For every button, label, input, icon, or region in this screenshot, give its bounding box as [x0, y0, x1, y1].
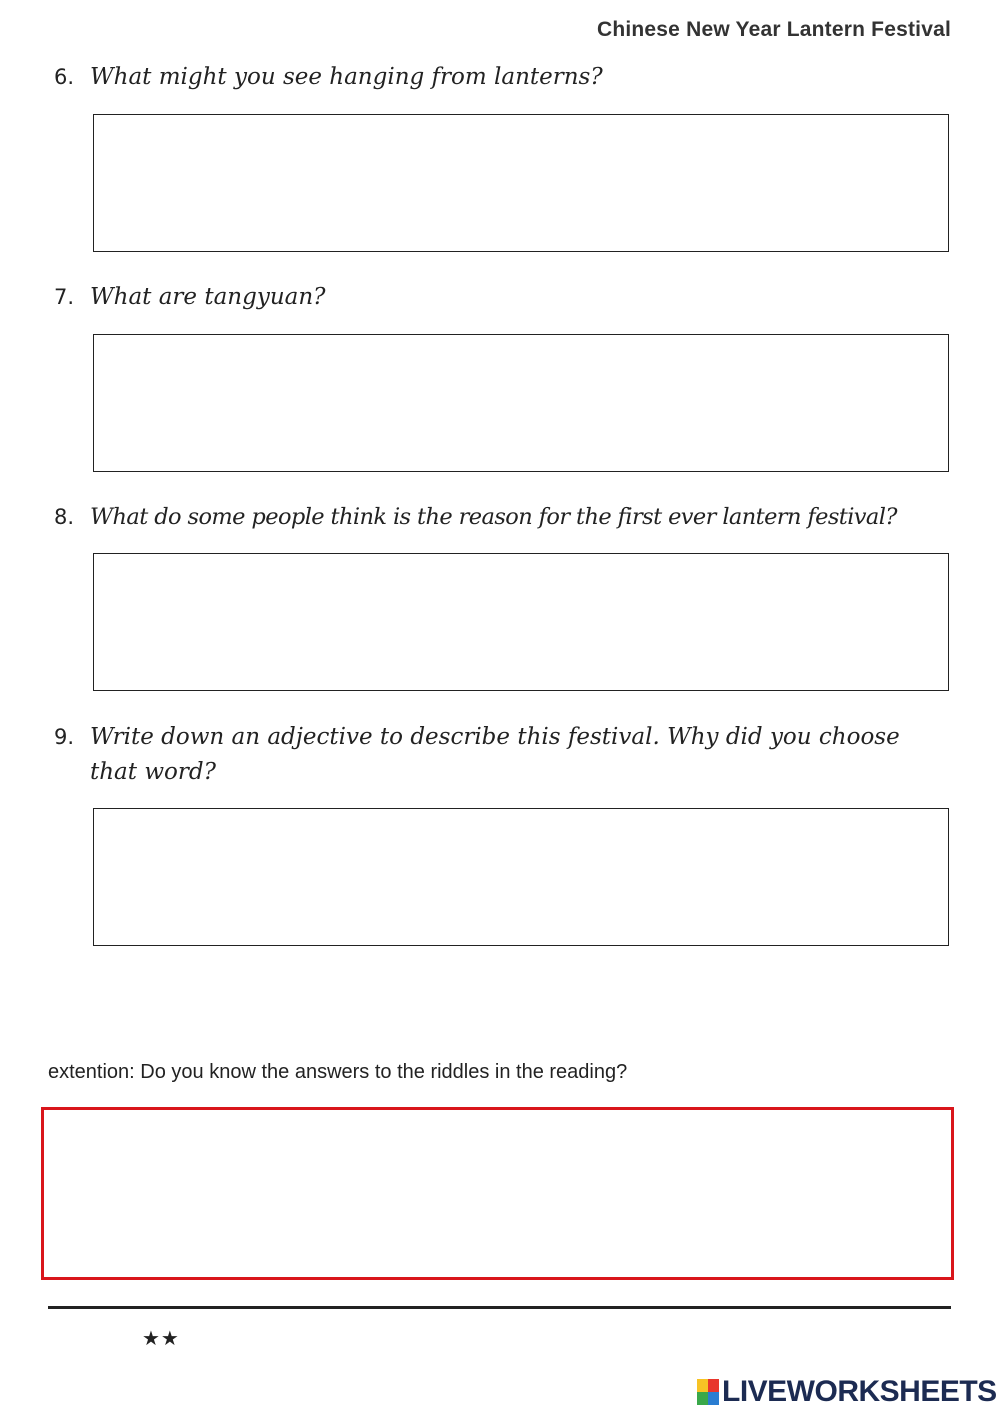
answer-box-8[interactable]: [93, 553, 949, 691]
question-text: What might you see hanging from lanterns?: [90, 64, 603, 90]
question-6: [54, 60, 954, 95]
extension-prompt: extention: Do you know the answers to the riddles in the reading?: [48, 1061, 628, 1083]
question-9: [54, 720, 914, 790]
question-text: Write down an adjective to describe this festival. Why did you choose that word?: [90, 724, 900, 785]
worksheet-title: Chinese New Year Lantern Festival: [596, 18, 951, 41]
question-number: 8.: [54, 505, 75, 529]
question-8: [54, 500, 954, 535]
question-number: 9.: [54, 725, 75, 749]
extension-answer-box[interactable]: [41, 1107, 954, 1280]
liveworksheets-logo: [697, 1375, 997, 1409]
difficulty-stars-icon: ★★: [142, 1326, 180, 1350]
answer-box-7[interactable]: [93, 334, 949, 472]
answer-box-9[interactable]: [93, 808, 949, 946]
liveworksheets-logo-icon: [697, 1379, 719, 1405]
question-number: 7.: [54, 285, 75, 309]
question-text: What are tangyuan?: [90, 284, 326, 310]
brand-name: LIVEWORKSHEETS: [722, 1375, 997, 1408]
footer-divider: [48, 1306, 951, 1309]
question-text: What do some people think is the reason for the first ever lantern festival?: [90, 504, 897, 530]
question-7: [54, 280, 954, 315]
answer-box-6[interactable]: [93, 114, 949, 252]
question-number: 6.: [54, 65, 75, 89]
